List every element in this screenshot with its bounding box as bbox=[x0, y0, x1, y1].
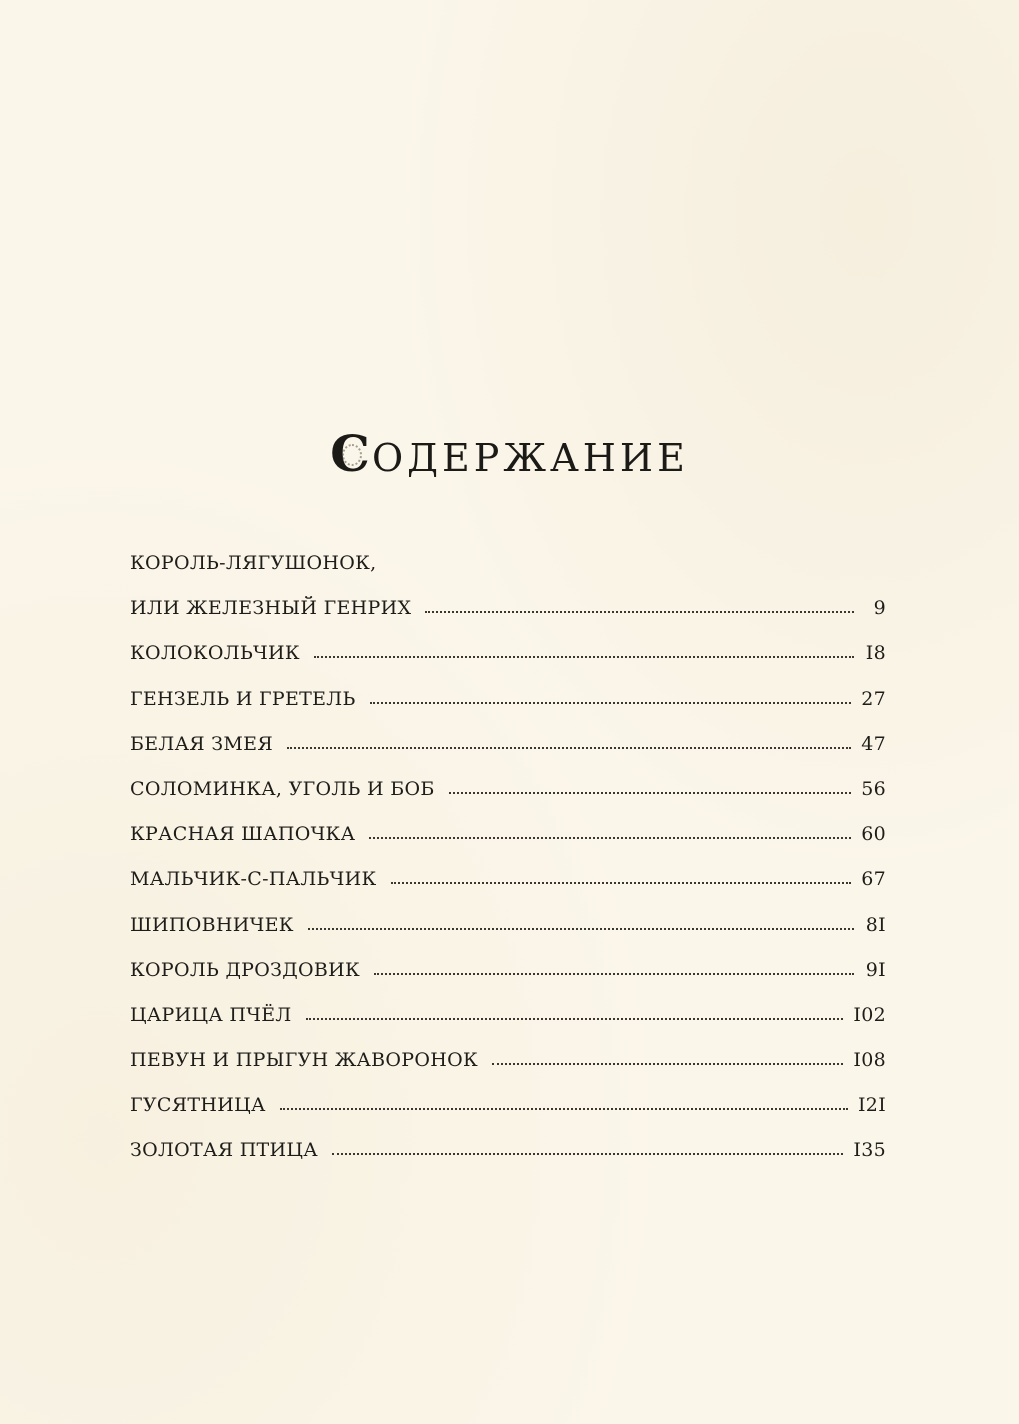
toc-entry-title: ШИПОВНИЧЕК bbox=[130, 913, 294, 936]
toc-page-number: 56 bbox=[861, 777, 886, 800]
toc-entry-line bbox=[130, 1049, 886, 1077]
toc-entry-line bbox=[130, 823, 886, 851]
toc-page-number: 67 bbox=[861, 868, 886, 891]
toc-entry-line bbox=[130, 959, 886, 987]
dot-leader bbox=[449, 792, 852, 794]
dot-leader bbox=[332, 1153, 843, 1155]
toc-entry-line bbox=[130, 1004, 886, 1032]
toc-entry[interactable] bbox=[130, 959, 886, 1004]
page-title bbox=[0, 424, 1019, 488]
toc-page-number: 47 bbox=[861, 732, 886, 755]
title-rest: ОДЕРЖАНИЕ bbox=[371, 436, 689, 480]
toc-entry-title: КОРОЛЬ ДРОЗДОВИК bbox=[130, 958, 361, 981]
dot-leader bbox=[425, 611, 854, 613]
toc-entry-line bbox=[130, 688, 886, 716]
toc-page-number: I35 bbox=[853, 1139, 886, 1162]
toc-entry-title: ГЕНЗЕЛЬ И ГРЕТЕЛЬ bbox=[130, 687, 356, 710]
toc-entry[interactable] bbox=[130, 823, 886, 868]
dot-leader bbox=[391, 882, 852, 884]
dot-leader bbox=[369, 837, 851, 839]
toc-entry-title: КРАСНАЯ ШАПОЧКА bbox=[130, 823, 356, 846]
toc-entry-line bbox=[130, 778, 886, 806]
dot-leader bbox=[314, 656, 854, 658]
toc-page-number: 8I bbox=[865, 913, 886, 936]
dot-leader bbox=[308, 928, 854, 930]
toc-entry[interactable] bbox=[130, 1049, 886, 1094]
toc-entry-title: ИЛИ ЖЕЛЕЗНЫЙ ГЕНРИХ bbox=[130, 597, 412, 620]
toc-entry-line bbox=[130, 642, 886, 670]
toc-entry[interactable] bbox=[130, 1004, 886, 1049]
toc-page-number: I08 bbox=[853, 1049, 886, 1072]
toc-entry-title: ЦАРИЦА ПЧЁЛ bbox=[130, 1003, 292, 1026]
dot-leader bbox=[306, 1018, 844, 1020]
toc-page-number: 27 bbox=[861, 687, 886, 710]
toc-entry[interactable] bbox=[130, 733, 886, 778]
dot-leader bbox=[280, 1108, 848, 1110]
toc-page-number: 60 bbox=[861, 823, 886, 846]
toc-entry[interactable] bbox=[130, 688, 886, 733]
toc-entry[interactable] bbox=[130, 1094, 886, 1139]
toc-entry-line bbox=[130, 1094, 886, 1122]
toc-entry[interactable] bbox=[130, 642, 886, 687]
toc-entry-line bbox=[130, 868, 886, 896]
toc-entry-title: ЗОЛОТАЯ ПТИЦА bbox=[130, 1139, 318, 1162]
toc-entry[interactable] bbox=[130, 914, 886, 959]
toc-entry-line bbox=[130, 597, 886, 625]
toc-entry-title: КОЛОКОЛЬЧИК bbox=[130, 642, 300, 665]
dot-leader bbox=[370, 702, 852, 704]
toc-entry-line bbox=[130, 914, 886, 942]
toc-entry-title: ГУСЯТНИЦА bbox=[130, 1094, 266, 1117]
toc-page-number: I2I bbox=[858, 1094, 886, 1117]
toc-entry-line bbox=[130, 733, 886, 761]
toc-entry-title: ПЕВУН И ПРЫГУН ЖАВОРОНОК bbox=[130, 1049, 479, 1072]
title-drop-cap: С bbox=[330, 424, 370, 483]
toc-entry-title: СОЛОМИНКА, УГОЛЬ И БОБ bbox=[130, 777, 435, 800]
toc-entry-line bbox=[130, 1139, 886, 1167]
dot-leader bbox=[374, 973, 854, 975]
toc-entry-title-line1: КОРОЛЬ-ЛЯГУШОНОК, bbox=[130, 552, 377, 574]
toc-page-number: 9 bbox=[873, 597, 886, 620]
toc-entry[interactable] bbox=[130, 552, 886, 642]
toc-entry[interactable] bbox=[130, 1139, 886, 1184]
toc-page-number: 9I bbox=[865, 958, 886, 981]
toc-entry-title: МАЛЬЧИК-С-ПАЛЬЧИК bbox=[130, 868, 377, 891]
toc-page-number: I02 bbox=[853, 1003, 886, 1026]
toc-page-number: I8 bbox=[865, 642, 886, 665]
toc-entry[interactable] bbox=[130, 868, 886, 913]
toc-entry-first-line bbox=[130, 552, 886, 580]
dot-leader bbox=[287, 747, 851, 749]
table-of-contents bbox=[130, 552, 886, 1185]
dot-leader bbox=[492, 1063, 843, 1065]
toc-entry[interactable] bbox=[130, 778, 886, 823]
toc-entry-title: БЕЛАЯ ЗМЕЯ bbox=[130, 732, 273, 755]
